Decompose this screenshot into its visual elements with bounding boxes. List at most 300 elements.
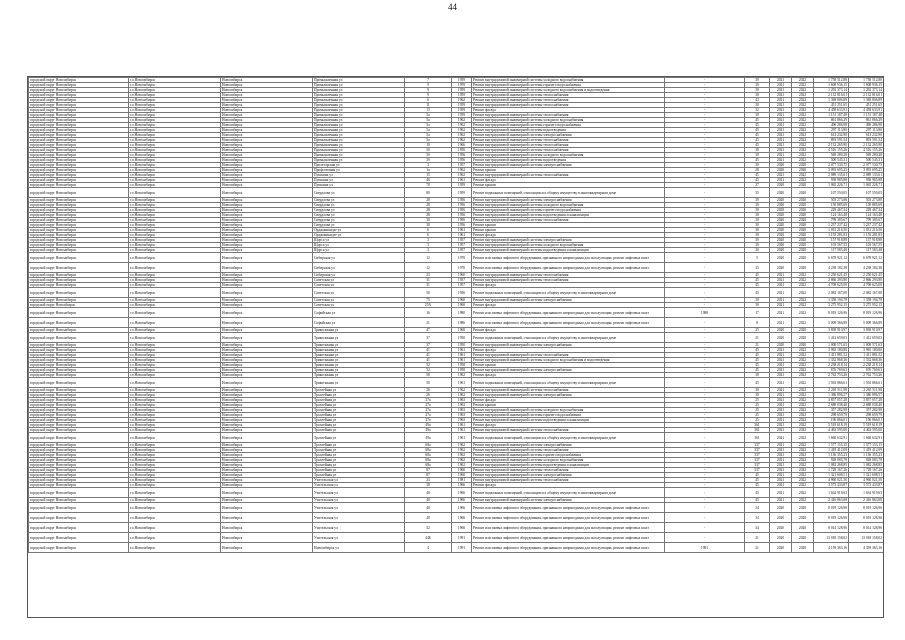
number-cell: 30 xyxy=(745,103,770,108)
end-year-cell: 2022 xyxy=(792,358,814,363)
settlement-cell: Новосибирск xyxy=(221,223,313,228)
house-cell: 25А xyxy=(405,303,452,308)
cost-cell: 117 583,48 xyxy=(814,248,849,253)
year-cell: 1959 xyxy=(452,183,472,188)
region-cell: городской округ Новосибирск xyxy=(29,468,129,473)
start-year-cell: 2020 xyxy=(770,533,792,543)
work-type-cell: Ремонт внутридомовой инженерной системы теплоснабжения xyxy=(472,468,665,473)
house-cell: 9 xyxy=(405,93,452,98)
settlement-cell: Новосибирск xyxy=(221,118,313,123)
total-cost-cell: 2 132 265,90 xyxy=(849,143,884,148)
settlement-cell: Новосибирск xyxy=(221,88,313,93)
municipality-cell: г.о.Новосибирск xyxy=(129,288,221,298)
house-cell: 5а xyxy=(405,118,452,123)
region-cell: городской округ Новосибирск xyxy=(29,118,129,123)
start-year-cell: 2021 xyxy=(770,353,792,358)
year-cell: 1960 xyxy=(452,328,472,333)
total-cost-cell: 928 083,78 xyxy=(849,458,884,463)
municipality-cell: г.о.Новосибирск xyxy=(129,503,221,513)
year-cell: 1957 xyxy=(452,163,472,168)
cost-cell: 2 250 621,45 xyxy=(814,273,849,278)
street-cell: Пролетарская ул xyxy=(313,163,405,168)
table-row xyxy=(29,503,884,513)
total-cost-cell: 1 358 194,78 xyxy=(849,298,884,303)
street-cell: Сибирская ул xyxy=(313,273,405,278)
number-cell: 25 xyxy=(745,408,770,413)
settlement-cell: Новосибирск xyxy=(221,248,313,253)
note-cell: - xyxy=(665,448,745,453)
cost-cell: 1 008 571,63 xyxy=(814,343,849,348)
start-year-cell: 2021 xyxy=(770,473,792,478)
cost-cell: 2 265 511,98 xyxy=(814,388,849,393)
region-cell: городской округ Новосибирск xyxy=(29,363,129,368)
note-cell: - xyxy=(665,328,745,333)
note-cell: - xyxy=(665,473,745,478)
note-cell: - xyxy=(665,283,745,288)
page-number: 44 xyxy=(448,2,457,12)
house-cell: 5а xyxy=(405,138,452,143)
number-cell: 337 xyxy=(745,453,770,458)
number-cell: 45 xyxy=(745,178,770,183)
year-cell: 1961 xyxy=(452,353,472,358)
house-cell: 49а xyxy=(405,433,452,443)
region-cell: городской округ Новосибирск xyxy=(29,138,129,143)
region-cell: городской округ Новосибирск xyxy=(29,143,129,148)
total-cost-cell: 893 591,54 xyxy=(849,138,884,143)
start-year-cell: 2021 xyxy=(770,423,792,428)
year-cell: 1966 xyxy=(452,483,472,488)
house-cell: 87 xyxy=(405,473,452,478)
cost-cell: 1 237 237,42 xyxy=(814,223,849,228)
number-cell: 45 xyxy=(745,478,770,483)
start-year-cell: 2021 xyxy=(770,403,792,408)
note-cell: - xyxy=(665,168,745,173)
street-cell: Свердлова ул xyxy=(313,208,405,213)
house-cell: 30 xyxy=(405,218,452,223)
year-cell: 1960 xyxy=(452,303,472,308)
start-year-cell: 2020 xyxy=(770,543,792,553)
municipality-cell: г.о.Новосибирск xyxy=(129,173,221,178)
municipality-cell: г.о.Новосибирск xyxy=(129,253,221,263)
cost-cell: 3 838 910,97 xyxy=(814,328,849,333)
settlement-cell: Новосибирск xyxy=(221,128,313,133)
settlement-cell: Новосибирск xyxy=(221,98,313,103)
settlement-cell: Новосибирск xyxy=(221,153,313,158)
table-row xyxy=(29,263,884,273)
region-cell: городской округ Новосибирск xyxy=(29,213,129,218)
number-cell: 30 xyxy=(745,303,770,308)
end-year-cell: 2020 xyxy=(792,198,814,203)
work-type-cell: Ремонт фасада xyxy=(472,303,665,308)
house-cell: 16 xyxy=(405,308,452,318)
note-cell: - xyxy=(665,103,745,108)
work-type-cell: Ремонт подвальных помещений, относящихся к общему имуществу в многоквартирном доме xyxy=(472,433,665,443)
start-year-cell: 2020 xyxy=(770,238,792,243)
municipality-cell: г.о.Новосибирск xyxy=(129,423,221,428)
region-cell: городской округ Новосибирск xyxy=(29,133,129,138)
start-year-cell: 2021 xyxy=(770,418,792,423)
start-year-cell: 2021 xyxy=(770,398,792,403)
number-cell: 43 xyxy=(745,98,770,103)
year-cell: 1962 xyxy=(452,128,472,133)
start-year-cell: 2020 xyxy=(770,183,792,188)
total-cost-cell: 3 275 952,15 xyxy=(849,303,884,308)
number-cell: 5 xyxy=(745,253,770,263)
start-year-cell: 2021 xyxy=(770,413,792,418)
region-cell: городской округ Новосибирск xyxy=(29,353,129,358)
street-cell: Троллейная ул xyxy=(313,443,405,448)
note-cell: - xyxy=(665,343,745,348)
work-type-cell: Ремонт внутридомовой инженерной системы холодного водоснабжения xyxy=(472,458,665,463)
number-cell: 30 xyxy=(745,298,770,303)
region-cell: городской округ Новосибирск xyxy=(29,93,129,98)
street-cell: Трикотажная ул xyxy=(313,343,405,348)
start-year-cell: 2021 xyxy=(770,178,792,183)
street-cell: Учительская ул xyxy=(313,488,405,498)
house-cell: 75 xyxy=(405,298,452,303)
cost-cell: 2 132 265,90 xyxy=(814,143,849,148)
work-type-cell: Ремонт внутридомовой инженерной системы электроснабжения xyxy=(472,343,665,348)
cost-cell: 569 280,28 xyxy=(814,153,849,158)
number-cell: 45 xyxy=(745,368,770,373)
total-cost-cell: 1 634 919,63 xyxy=(849,488,884,498)
cost-cell: 2 077 530,75 xyxy=(814,163,849,168)
total-cost-cell: 1 136 355,23 xyxy=(849,453,884,458)
note-cell: - xyxy=(665,403,745,408)
start-year-cell: 2021 xyxy=(770,453,792,458)
year-cell: 1962 xyxy=(452,168,472,173)
municipality-cell: г.о.Новосибирск xyxy=(129,533,221,543)
house-cell: 58 xyxy=(405,373,452,378)
street-cell: Троллейная ул xyxy=(313,388,405,393)
street-cell: Промышленная ул xyxy=(313,113,405,118)
note-cell: - xyxy=(665,153,745,158)
municipality-cell: г.о.Новосибирск xyxy=(129,118,221,123)
total-cost-cell: 8 014 128,96 xyxy=(849,523,884,533)
house-cell: 9 xyxy=(405,88,452,93)
settlement-cell: Новосибирск xyxy=(221,513,313,523)
note-cell: - xyxy=(665,453,745,458)
number-cell: 30 xyxy=(745,238,770,243)
year-cell: 1959 xyxy=(452,83,472,88)
total-cost-cell: 6 678 921,12 xyxy=(849,253,884,263)
work-type-cell: Ремонт или замена лифтового оборудования, признанного непригодным для эксплуатации, ремонт лифтовых шахт xyxy=(472,533,665,543)
municipality-cell: г.о.Новосибирск xyxy=(129,238,221,243)
house-cell: 6 xyxy=(405,98,452,103)
table-row xyxy=(29,488,884,498)
municipality-cell: г.о.Новосибирск xyxy=(129,123,221,128)
start-year-cell: 2020 xyxy=(770,263,792,273)
note-cell: - xyxy=(665,503,745,513)
municipality-cell: г.о.Новосибирск xyxy=(129,473,221,478)
municipality-cell: г.о.Новосибирск xyxy=(129,233,221,238)
note-cell: - xyxy=(665,418,745,423)
work-type-cell: Ремонт или замена лифтового оборудования, признанного непригодным для эксплуатации, ремонт лифтовых шахт xyxy=(472,263,665,273)
cost-cell: 676 769,63 xyxy=(814,368,849,373)
year-cell: 1961 xyxy=(452,428,472,433)
region-cell: городской округ Новосибирск xyxy=(29,248,129,253)
region-cell: городской округ Новосибирск xyxy=(29,473,129,478)
region-cell: городской округ Новосибирск xyxy=(29,83,129,88)
house-cell: 68а xyxy=(405,458,452,463)
end-year-cell: 2022 xyxy=(792,453,814,458)
work-type-cell: Ремонт фасада xyxy=(472,283,665,288)
work-type-cell: Ремонт внутридомовой инженерной системы теплоснабжения xyxy=(472,273,665,278)
total-cost-cell: 4 359 363,16 xyxy=(849,543,884,553)
settlement-cell: Новосибирск xyxy=(221,348,313,353)
year-cell: 1956 xyxy=(452,213,472,218)
street-cell: Свердлова ул xyxy=(313,223,405,228)
start-year-cell: 2021 xyxy=(770,98,792,103)
region-cell: городской округ Новосибирск xyxy=(29,263,129,273)
note-cell: - xyxy=(665,238,745,243)
cost-cell: 2 762 753,26 xyxy=(814,373,849,378)
end-year-cell: 2022 xyxy=(792,378,814,388)
cost-cell: 1 660 632,91 xyxy=(814,433,849,443)
table-row xyxy=(29,523,884,533)
number-cell: 32 xyxy=(745,108,770,113)
number-cell: 45 xyxy=(745,488,770,498)
number-cell: 337 xyxy=(745,463,770,468)
number-cell: 25 xyxy=(745,413,770,418)
municipality-cell: г.о.Новосибирск xyxy=(129,263,221,273)
end-year-cell: 2020 xyxy=(792,233,814,238)
total-cost-cell: 613 232,90 xyxy=(849,133,884,138)
settlement-cell: Новосибирск xyxy=(221,173,313,178)
house-cell: 21 xyxy=(405,318,452,328)
year-cell: 1963 xyxy=(452,398,472,403)
street-cell: Советская ул xyxy=(313,283,405,288)
note-cell: - xyxy=(665,98,745,103)
municipality-cell: г.о.Новосибирск xyxy=(129,283,221,288)
cost-cell: 1 577 153,15 xyxy=(814,443,849,448)
year-cell: 1957 xyxy=(452,238,472,243)
total-cost-cell: 1 321 608,51 xyxy=(849,473,884,478)
year-cell: 1956 xyxy=(452,208,472,213)
work-type-cell: Ремонт внутридомовой инженерной системы холодного водоснабжения xyxy=(472,78,665,83)
street-cell: Пушкина ул xyxy=(313,178,405,183)
street-cell: Троллейная ул xyxy=(313,448,405,453)
cost-cell: 2 238 218,14 xyxy=(814,363,849,368)
municipality-cell: г.о.Новосибирск xyxy=(129,218,221,223)
year-cell: 1962 xyxy=(452,458,472,463)
work-type-cell: Ремонт внутридомовой инженерной системы теплоснабжения xyxy=(472,143,665,148)
work-type-cell: Ремонт внутридомовой инженерной системы теплоснабжения xyxy=(472,388,665,393)
total-cost-cell: 4 960 021,50 xyxy=(849,478,884,483)
region-cell: городской округ Новосибирск xyxy=(29,543,129,553)
street-cell: Троллейная ул xyxy=(313,403,405,408)
year-cell: 1959 xyxy=(452,188,472,198)
total-cost-cell: 298 659,79 xyxy=(849,413,884,418)
work-type-cell: Ремонт внутридомовой инженерной системы теплоснабжения xyxy=(472,138,665,143)
year-cell: 1961 xyxy=(452,423,472,428)
cost-cell: 1 369 806,89 xyxy=(814,98,849,103)
work-type-cell: Ремонт или замена лифтового оборудования, признанного непригодным для эксплуатации, ремонт лифтовых шахт xyxy=(472,513,665,523)
work-type-cell: Ремонт внутридомовой инженерной системы теплоснабжения xyxy=(472,218,665,223)
street-cell: Промышленная ул xyxy=(313,158,405,163)
number-cell: 30 xyxy=(745,88,770,93)
end-year-cell: 2020 xyxy=(792,503,814,513)
start-year-cell: 2021 xyxy=(770,138,792,143)
year-cell: 1962 xyxy=(452,123,472,128)
note-cell: - xyxy=(665,428,745,433)
street-cell: Щорса ул xyxy=(313,243,405,248)
note-cell: - xyxy=(665,133,745,138)
municipality-cell: г.о.Новосибирск xyxy=(129,408,221,413)
note-cell: - xyxy=(665,458,745,463)
settlement-cell: Новосибирск xyxy=(221,123,313,128)
total-cost-cell: 1 592 866,61 xyxy=(849,378,884,388)
total-cost-cell: 1 065 226,71 xyxy=(849,183,884,188)
house-cell: 1а xyxy=(405,168,452,173)
house-cell: 52 xyxy=(405,368,452,373)
start-year-cell: 2021 xyxy=(770,433,792,443)
house-cell: 13 xyxy=(405,108,452,113)
year-cell: 1959 xyxy=(452,103,472,108)
settlement-cell: Новосибирск xyxy=(221,368,313,373)
year-cell: 1962 xyxy=(452,133,472,138)
street-cell: Промышленная ул xyxy=(313,128,405,133)
note-cell: - xyxy=(665,358,745,363)
end-year-cell: 2022 xyxy=(792,278,814,283)
region-cell: городской округ Новосибирск xyxy=(29,253,129,263)
note-cell: - xyxy=(665,208,745,213)
house-cell: 3 xyxy=(405,248,452,253)
cost-cell: 893 591,54 xyxy=(814,138,849,143)
region-cell: городской округ Новосибирск xyxy=(29,238,129,243)
cost-cell: 938 985,88 xyxy=(814,178,849,183)
end-year-cell: 2020 xyxy=(792,328,814,333)
house-cell: 68а xyxy=(405,443,452,448)
cost-cell: 1 419 412,09 xyxy=(814,448,849,453)
year-cell: 1957 xyxy=(452,283,472,288)
street-cell: Троллейная ул xyxy=(313,463,405,468)
end-year-cell: 2022 xyxy=(792,368,814,373)
region-cell: городской округ Новосибирск xyxy=(29,103,129,108)
start-year-cell: 2021 xyxy=(770,483,792,488)
cost-cell: 500 545,31 xyxy=(814,158,849,163)
end-year-cell: 2022 xyxy=(792,298,814,303)
total-cost-cell: 1 031 216,50 xyxy=(849,228,884,233)
total-cost-cell: 2 082 167,00 xyxy=(849,288,884,298)
start-year-cell: 2021 xyxy=(770,498,792,503)
house-cell: 5а xyxy=(405,113,452,118)
work-type-cell: Ремонт внутридомовой инженерной системы теплоснабжения xyxy=(472,478,665,483)
region-cell: городской округ Новосибирск xyxy=(29,403,129,408)
work-type-cell: Ремонт крыши xyxy=(472,403,665,408)
end-year-cell: 2022 xyxy=(792,103,814,108)
street-cell: Учительская ул xyxy=(313,503,405,513)
street-cell: Трикотажная ул xyxy=(313,353,405,358)
end-year-cell: 2022 xyxy=(792,88,814,93)
number-cell: 45 xyxy=(745,278,770,283)
end-year-cell: 2022 xyxy=(792,78,814,83)
start-year-cell: 2020 xyxy=(770,513,792,523)
street-cell: Промышленная ул xyxy=(313,88,405,93)
street-cell: Троллейная ул xyxy=(313,393,405,398)
cost-cell: 1 386 896,57 xyxy=(814,393,849,398)
note-cell: - xyxy=(665,148,745,153)
table-row xyxy=(29,513,884,523)
house-cell: 80 xyxy=(405,188,452,198)
street-cell: Троллейная ул xyxy=(313,398,405,403)
table-row xyxy=(29,318,884,328)
house-cell: 38 xyxy=(405,483,452,488)
region-cell: городской округ Новосибирск xyxy=(29,298,129,303)
street-cell: Учительская ул xyxy=(313,523,405,533)
settlement-cell: Новосибирск xyxy=(221,483,313,488)
municipality-cell: г.о.Новосибирск xyxy=(129,403,221,408)
municipality-cell: г.о.Новосибирск xyxy=(129,328,221,333)
street-cell: Промышленная ул xyxy=(313,138,405,143)
total-cost-cell: 2 238 218,14 xyxy=(849,363,884,368)
total-cost-cell: 2 077 530,75 xyxy=(849,163,884,168)
settlement-cell: Новосибирск xyxy=(221,418,313,423)
end-year-cell: 2022 xyxy=(792,153,814,158)
settlement-cell: Новосибирск xyxy=(221,488,313,498)
municipality-cell: г.о.Новосибирск xyxy=(129,183,221,188)
year-cell: 1961 xyxy=(452,178,472,183)
street-cell: Троллейная ул xyxy=(313,408,405,413)
end-year-cell: 2022 xyxy=(792,473,814,478)
settlement-cell: Новосибирск xyxy=(221,113,313,118)
house-cell: 70 xyxy=(405,183,452,188)
end-year-cell: 2022 xyxy=(792,373,814,378)
total-cost-cell: 1 411 881,52 xyxy=(849,353,884,358)
note-cell: - xyxy=(665,78,745,83)
municipality-cell: г.о.Новосибирск xyxy=(129,168,221,173)
region-cell: городской округ Новосибирск xyxy=(29,398,129,403)
municipality-cell: г.о.Новосибирск xyxy=(129,358,221,363)
end-year-cell: 2020 xyxy=(792,213,814,218)
municipality-cell: г.о.Новосибирск xyxy=(129,453,221,458)
number-cell: 17 xyxy=(745,308,770,318)
work-type-cell: Ремонт фасада xyxy=(472,483,665,488)
municipality-cell: г.о.Новосибирск xyxy=(129,363,221,368)
municipality-cell: г.о.Новосибирск xyxy=(129,443,221,448)
number-cell: 30 xyxy=(745,393,770,398)
total-cost-cell: 1 332 868,36 xyxy=(849,358,884,363)
note-cell: - xyxy=(665,368,745,373)
municipality-cell: г.о.Новосибирск xyxy=(129,188,221,198)
total-cost-cell: 5 009 366,89 xyxy=(849,318,884,328)
cost-cell: 496 286,98 xyxy=(814,123,849,128)
note-cell: - xyxy=(665,88,745,93)
house-cell: 3 xyxy=(405,238,452,243)
table-row xyxy=(29,333,884,343)
street-cell: Троллейная ул xyxy=(313,468,405,473)
house-cell: 26 xyxy=(405,393,452,398)
end-year-cell: 2022 xyxy=(792,118,814,123)
cost-cell: 157 918,88 xyxy=(814,238,849,243)
start-year-cell: 2021 xyxy=(770,133,792,138)
work-type-cell: Ремонт внутридомовой инженерной системы холодного водоснабжения xyxy=(472,203,665,208)
municipality-cell: г.о.Новосибирск xyxy=(129,523,221,533)
start-year-cell: 2021 xyxy=(770,88,792,93)
number-cell: 361 xyxy=(745,423,770,428)
number-cell: 30 xyxy=(745,93,770,98)
end-year-cell: 2022 xyxy=(792,483,814,488)
number-cell: 45 xyxy=(745,143,770,148)
end-year-cell: 2022 xyxy=(792,403,814,408)
region-cell: городской округ Новосибирск xyxy=(29,378,129,388)
work-type-cell: Ремонт крыши xyxy=(472,363,665,368)
number-cell: 30 xyxy=(745,153,770,158)
work-type-cell: Ремонт внутридомовой инженерной системы горячего водоснабжения xyxy=(472,208,665,213)
number-cell: 21 xyxy=(745,533,770,543)
work-type-cell: Ремонт внутридомовой инженерной системы электроснабжения xyxy=(472,163,665,168)
settlement-cell: Новосибирск xyxy=(221,363,313,368)
